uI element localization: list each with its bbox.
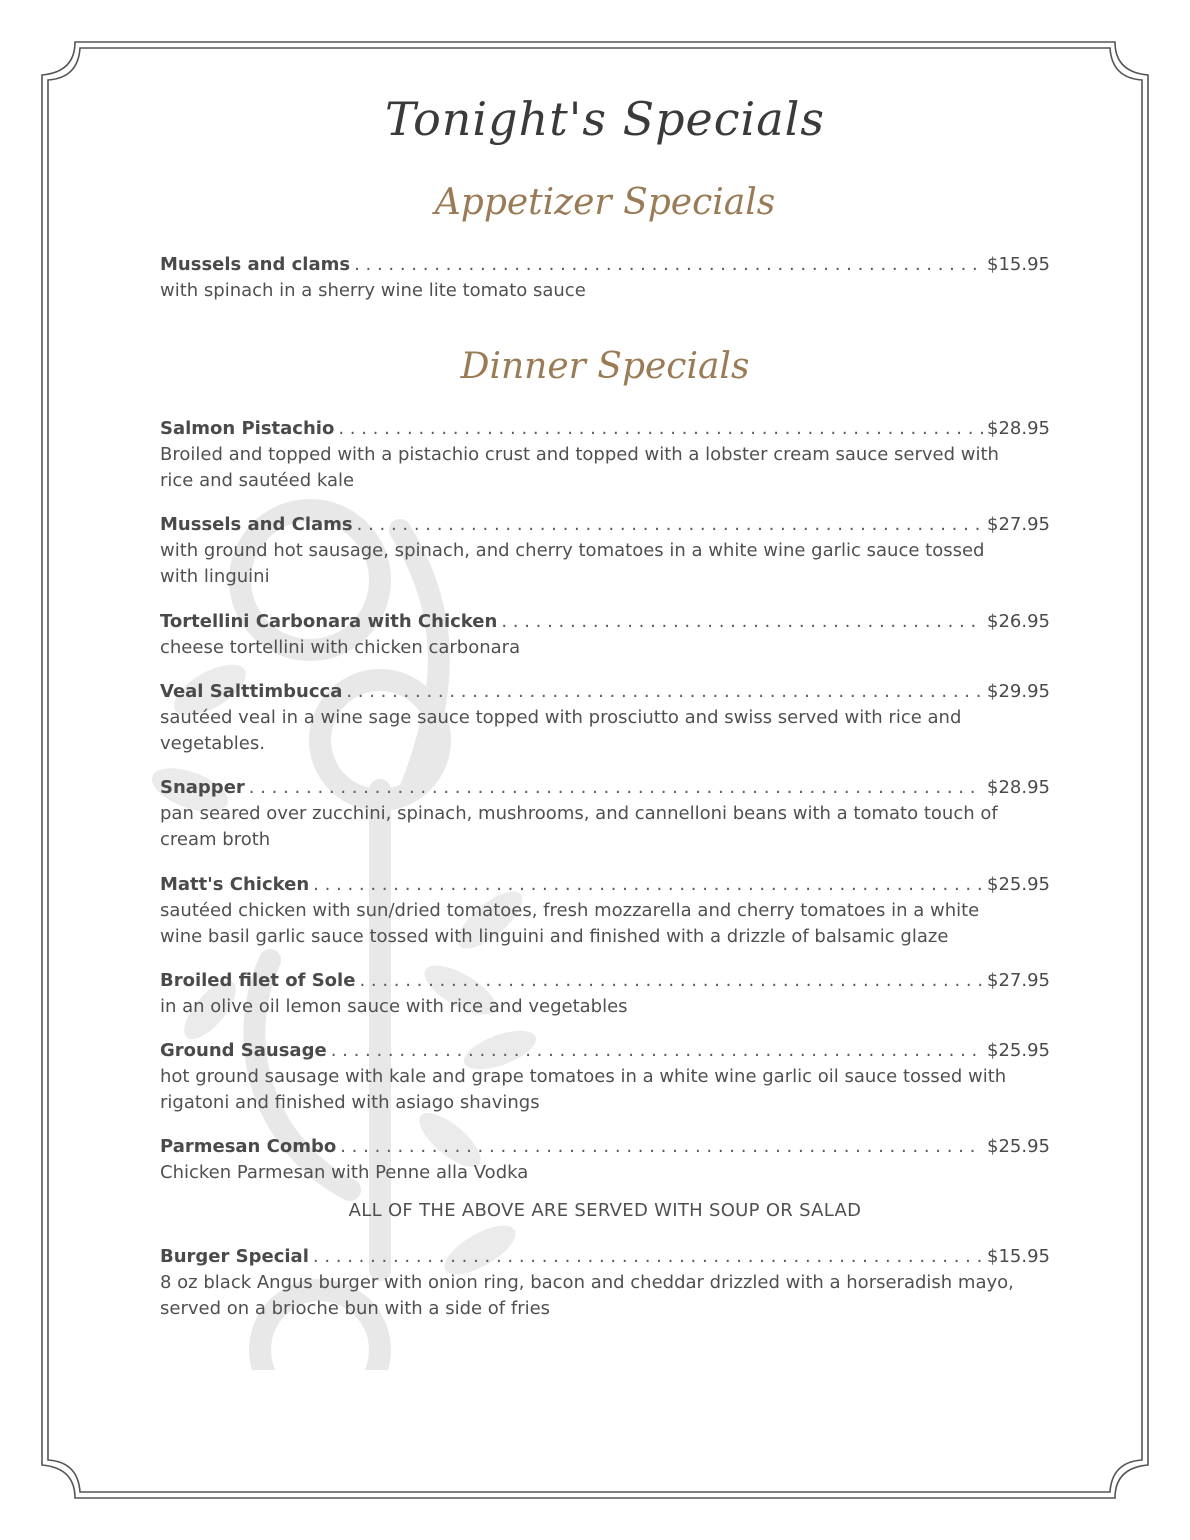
menu-item-price: $29.95 <box>987 681 1050 702</box>
menu-item-price: $25.95 <box>987 1040 1050 1061</box>
menu-item-name: Ground Sausage <box>160 1040 327 1061</box>
dinner-section-heading: Dinner Specials <box>460 346 750 387</box>
menu-item-description: with ground hot sausage, spinach, and cherry tomatoes in a white wine garlic sauce tossed with linguini <box>160 540 985 587</box>
menu-item <box>160 679 1050 757</box>
menu-item-description: hot ground sausage with kale and grape tomatoes in a white wine garlic oil sauce tossed with rigatoni and finished with asiago shavings <box>160 1066 1007 1113</box>
dot-leader <box>313 872 983 898</box>
menu-item <box>160 252 1050 304</box>
menu-item-description: sautéed veal in a wine sage sauce topped with prosciutto and swiss served with rice and vegetables. <box>160 707 962 754</box>
menu-item-price: $25.95 <box>987 874 1050 895</box>
dot-leader <box>338 416 983 442</box>
menu-item-description: 8 oz black Angus burger with onion ring, bacon and cheddar drizzled with a horseradish mayo, served on a brioche bun with a side of fries <box>160 1272 1014 1319</box>
menu-item <box>160 512 1050 590</box>
served-with-note: ALL OF THE ABOVE ARE SERVED WITH SOUP OR SALAD <box>348 1200 862 1221</box>
menu-item-name: Snapper <box>160 777 245 798</box>
dot-leader <box>354 252 983 278</box>
menu-item-description: in an olive oil lemon sauce with rice and vegetables <box>160 996 628 1017</box>
menu-item-name: Salmon Pistachio <box>160 418 335 439</box>
menu-item-price: $27.95 <box>987 514 1050 535</box>
menu-item-name: Mussels and clams <box>160 254 351 275</box>
menu-item <box>160 775 1050 853</box>
menu-item-description: Broiled and topped with a pistachio crust and topped with a lobster cream sauce served with rice and sautéed kale <box>160 444 999 491</box>
dot-leader <box>331 1038 983 1064</box>
menu-item <box>160 1244 1050 1322</box>
menu-item <box>160 609 1050 661</box>
menu-item-price: $28.95 <box>987 418 1050 439</box>
menu-item-name: Matt's Chicken <box>160 874 310 895</box>
menu-item-name: Burger Special <box>160 1246 309 1267</box>
menu-item-price: $15.95 <box>987 254 1050 275</box>
dot-leader <box>340 1134 983 1160</box>
dot-leader <box>346 679 983 705</box>
menu-item-price: $27.95 <box>987 970 1050 991</box>
dot-leader <box>501 609 983 635</box>
menu-item-name: Tortellini Carbonara with Chicken <box>160 611 498 632</box>
menu-item-price: $26.95 <box>987 611 1050 632</box>
dot-leader <box>357 512 983 538</box>
menu-item <box>160 1134 1050 1186</box>
appetizer-section-heading: Appetizer Specials <box>434 182 776 223</box>
menu-item-name: Mussels and Clams <box>160 514 353 535</box>
menu-item-price: $25.95 <box>987 1136 1050 1157</box>
menu-item-description: pan seared over zucchini, spinach, mushrooms, and cannelloni beans with a tomato touch of cream broth <box>160 803 998 850</box>
dot-leader <box>249 775 983 801</box>
menu-item <box>160 872 1050 950</box>
menu-item <box>160 968 1050 1020</box>
menu-item-name: Veal Salttimbucca <box>160 681 343 702</box>
menu-item-description: with spinach in a sherry wine lite tomato sauce <box>160 280 586 301</box>
menu-item-description: cheese tortellini with chicken carbonara <box>160 637 521 658</box>
page-title: Tonight's Specials <box>385 92 825 146</box>
menu-item <box>160 1038 1050 1116</box>
menu-item-description: Chicken Parmesan with Penne alla Vodka <box>160 1162 529 1183</box>
menu-item-name: Broiled filet of Sole <box>160 970 356 991</box>
menu-item-price: $15.95 <box>987 1246 1050 1267</box>
dot-leader <box>313 1244 983 1270</box>
menu-item-description: sautéed chicken with sun/dried tomatoes, fresh mozzarella and cherry tomatoes in a white wine basil garlic sauce tossed with linguini and finished with a drizzle of balsamic glaze <box>160 900 980 947</box>
menu-item-name: Parmesan Combo <box>160 1136 337 1157</box>
dot-leader <box>359 968 983 994</box>
menu-item <box>160 416 1050 494</box>
menu-item-price: $28.95 <box>987 777 1050 798</box>
